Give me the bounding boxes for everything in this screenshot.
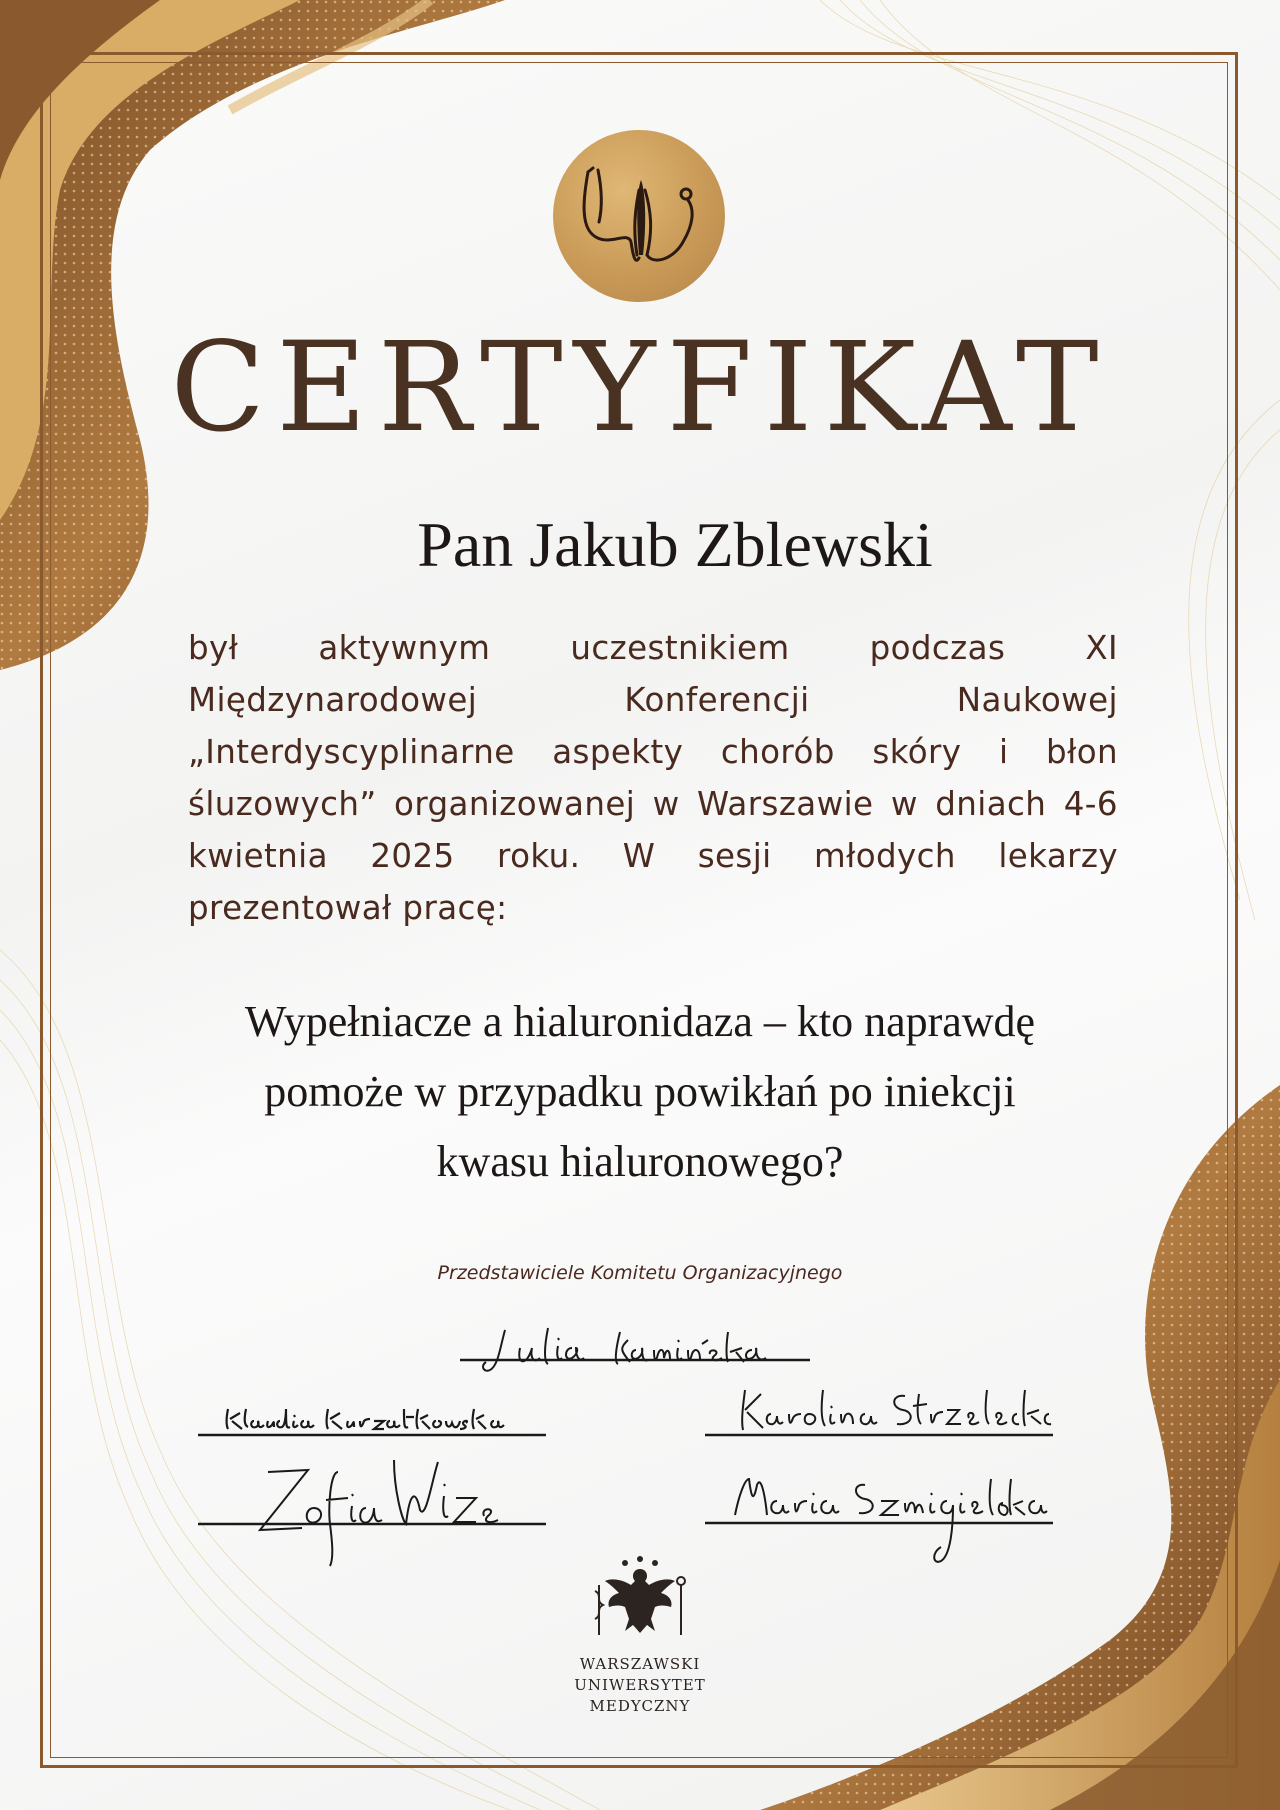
presented-work-title: [160, 987, 1120, 1197]
certificate-title: CERTYFIKAT: [170, 316, 1110, 460]
eagle-emblem-icon: [585, 1555, 695, 1645]
work-title-line: pomoże w przypadku powikłań po iniekcji: [264, 1067, 1016, 1116]
recipient-name: Pan Jakub Zblewski: [417, 509, 933, 580]
university-name: WARSZAWSKI UNIWERSYTET MEDYCZNY: [574, 1655, 706, 1715]
signature-zofia-wize: [198, 1450, 548, 1570]
conference-logo: [553, 130, 725, 302]
certificate-body-text: był aktywnym uczestnikiem podczas XI Międzynarodowej Konferencji Naukowej „Interdyscyplinarne aspekty chorób skóry i błon śluzowych” organizowanej w Warszawie w dniach 4-6 kwietnia 2025 roku. W sesji młodych lekarzy prezentował pracę:: [188, 629, 1118, 927]
committee-label: Przedstawiciele Komitetu Organizacyjnego: [437, 1262, 843, 1284]
signature-klaudia-kurzatkowska: [198, 1395, 548, 1440]
signature-maria-szmigielska: [705, 1465, 1055, 1575]
signature-julia-kaminska: [460, 1318, 820, 1388]
stethoscope-hair-follicle-icon: [553, 130, 725, 302]
work-title-line: kwasu hialuronowego?: [436, 1137, 844, 1186]
signature-karolina-strzelecka: [705, 1380, 1055, 1440]
work-title-line: Wypełniacze a hialuronidaza – kto naprawdę: [244, 997, 1036, 1046]
